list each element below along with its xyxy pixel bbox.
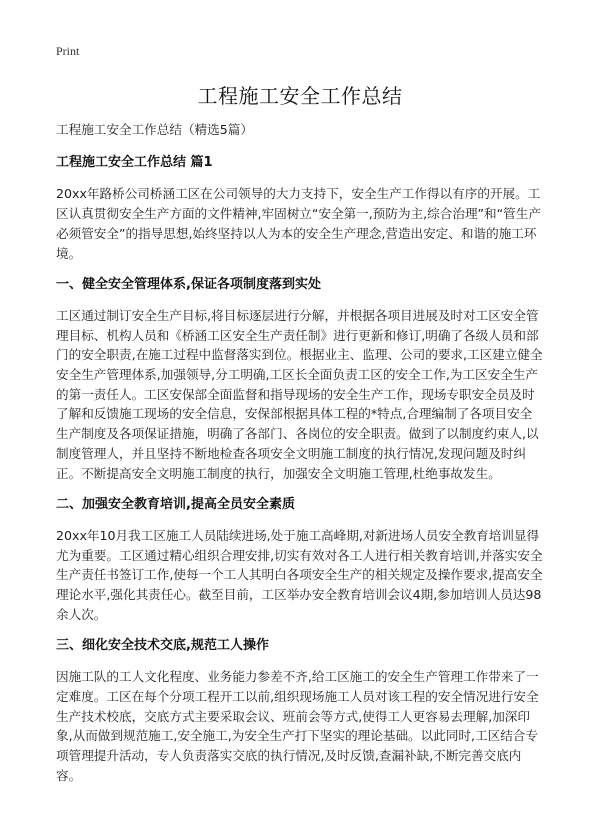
section-3-paragraph: 因施工队的工人文化程度、业务能力参差不齐,给工区施工的安全生产管理工作带来了一定难度。工区在每个分项工程开工以前,组织现场施工人员对该工程的安全情况进行安全生产技术校底，交底方式主要采取会议、班前会等方式,使得工人更容易去理解,加深印象,从而做到规范施工,安全施工,为安全生产打下坚实的理论基础。以此同时,工区结合专项管理提升活动，专人负责落实交底的执行情况,及时反馈,查漏补缺,不断完善交底内容。 xyxy=(56,669,539,783)
section-heading-3: 三、细化安全技术交底,规范工人操作 xyxy=(56,638,269,654)
section-heading-2: 二、加强安全教育培训,提高全员安全素质 xyxy=(56,497,295,513)
section-heading-1: 一、健全安全管理体系,保证各项制度落到实处 xyxy=(56,277,321,293)
article-title: 工程施工安全工作总结 篇1 xyxy=(56,154,213,170)
section-2-paragraph: 20xx年10月我工区施工人员陆续进场,处于施工高峰期,对新进场人员安全教育培训显得尤为重要。工区通过精心组织合理安排,切实有效对各工人进行相关教育培训,并落实安全生产责任书签订工作,使每一个工人其明白各项安全生产的相关规定及操作要求,提高安全理论水平,强化其责任心。截至目前，工区举办安全教育培训会议4期,参加培训人员达98余人次。 xyxy=(56,527,543,622)
section-1-paragraph: 工区通过制订安全生产目标,将目标逐层进行分解，并根据各项目进展及时对工区安全管理目标、机构人员和《桥涵工区安全生产责任制》进行更新和修订,明确了各级人员和部门的安全职责,在施工过程中监督落实到位。根据业主、监理、公司的要求,工区建立健全安全生产管理体系,加强领导,分工明确,工区长全面负责工区的安全工作,为工区安全生产的第一责任人。工区安保部全面监督和指导现场的安全生产工作，现场专职安全员及时了解和反馈施工现场的安全信息，安保部根据具体工程的*特点,合理编制了各项目安全生产制度及各项保证措施，明确了各部门、各岗位的安全职责。做到了以制度约束人,以制度管理人，并且坚持不断地检查各项安全文明施工制度的执行情况,发现问题及时纠正。不断提高安全文明施工制度的执行，加强安全文明施工管理,杜绝事故发生。 xyxy=(56,307,543,481)
print-label[interactable]: Print xyxy=(56,44,80,58)
document-title: 工程施工安全工作总结 xyxy=(197,84,403,108)
document-subtitle: 工程施工安全工作总结（精选5篇） xyxy=(56,122,253,137)
document-body xyxy=(56,120,544,797)
intro-paragraph: 20xx年路桥公司桥涵工区在公司领导的大力支持下，安全生产工作得以有序的开展。工区认真贯彻安全生产方面的文件精神,牢固树立“安全第一,预防为主,综合治理”和“管生产必须管安全”的指导思想,始终坚持以人为本的安全生产理念,营造出安定、和谐的施工环境。 xyxy=(56,186,541,261)
